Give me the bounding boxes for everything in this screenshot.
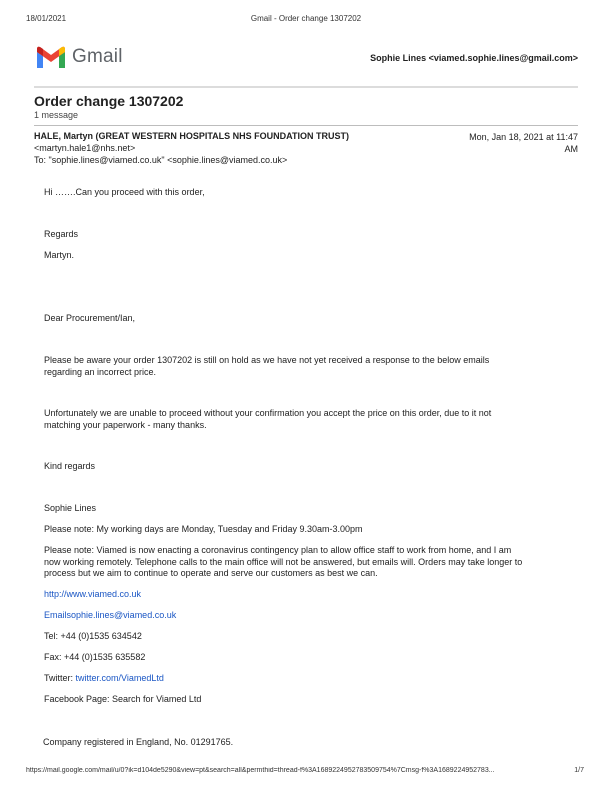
gmail-wordmark: Gmail [72, 46, 123, 67]
body-greeting: Hi …….Can you proceed with this order, [44, 187, 205, 197]
body-paragraph-1 [44, 355, 544, 378]
twitter-link[interactable]: twitter.com/ViamedLtd [75, 673, 164, 683]
message-date-line1: Mon, Jan 18, 2021 at 11:47 [469, 132, 578, 142]
sender-name: HALE, Martyn (GREAT WESTERN HOSPITALS NHS FOUNDATION TRUST) [34, 131, 349, 141]
company-registration: Company registered in England, No. 01291765. [43, 737, 234, 747]
website-link[interactable]: http://www.viamed.co.uk [44, 589, 142, 599]
working-days-note: Please note: My working days are Monday, Tuesday and Friday 9.30am-3.00pm [44, 524, 363, 534]
thread-subject: Order change 1307202 [34, 93, 184, 109]
coronavirus-note-line-2: now working remotely. Telephone calls to the main office will not be answered, but emails will. Orders may take longer to [44, 556, 523, 567]
email-label: Email [44, 610, 67, 620]
page-number: 1/7 [574, 767, 584, 774]
body-signoff: Martyn. [44, 250, 75, 260]
coronavirus-note-line-1: Please note: Viamed is now enacting a coronavirus contingency plan to allow office staff to work from home, and I am [44, 545, 512, 555]
body-kind-regards: Kind regards [44, 461, 96, 471]
message-date-line2: AM [564, 144, 578, 154]
paragraph-2-line-1: Unfortunately we are unable to proceed without your confirmation you accept the price on this order, due to it not [44, 408, 492, 418]
header-divider [34, 86, 578, 88]
sender-email: <martyn.hale1@nhs.net> [34, 143, 136, 153]
fax: Fax: +44 (0)1535 635582 [44, 652, 146, 662]
facebook-line: Facebook Page: Search for Viamed Ltd [44, 694, 202, 704]
twitter-line [44, 673, 544, 685]
body-dear: Dear Procurement/Ian, [44, 313, 136, 323]
print-date: 18/01/2021 [26, 14, 67, 23]
body-paragraph-2 [44, 408, 544, 431]
print-title: Gmail - Order change 1307202 [250, 14, 362, 23]
paragraph-1-line-2: regarding an incorrect price. [44, 366, 157, 377]
message-date [418, 131, 578, 155]
signature-name: Sophie Lines [44, 503, 97, 513]
recipient-line: To: "sophie.lines@viamed.co.uk" <sophie.lines@viamed.co.uk> [34, 155, 288, 165]
gmail-m-icon [35, 46, 67, 70]
message-divider [34, 125, 578, 126]
email-link[interactable]: sophie.lines@viamed.co.uk [66, 610, 177, 620]
body-regards: Regards [44, 229, 79, 239]
email-link-line[interactable] [44, 610, 544, 622]
coronavirus-note [44, 545, 544, 580]
print-url: https://mail.google.com/mail/u/0?ik=d104de5290&view=pt&search=all&permthid=thread-f%3A1689224952783509754%7Cmsg-f%3A1689224952783... [26, 767, 495, 774]
account-name: Sophie Lines <viamed.sophie.lines@gmail.com> [370, 53, 578, 63]
coronavirus-note-line-3: process but we aim to continue to operate and serve our customers as best we can. [44, 568, 378, 578]
message-count: 1 message [34, 110, 79, 120]
telephone: Tel: +44 (0)1535 634542 [44, 631, 142, 641]
paragraph-1-line-1: Please be aware your order 1307202 is still on hold as we have not yet received a response to the below emails [44, 355, 490, 365]
twitter-label: Twitter: [44, 673, 76, 683]
paragraph-2-line-2: matching your paperwork - many thanks. [44, 419, 207, 430]
